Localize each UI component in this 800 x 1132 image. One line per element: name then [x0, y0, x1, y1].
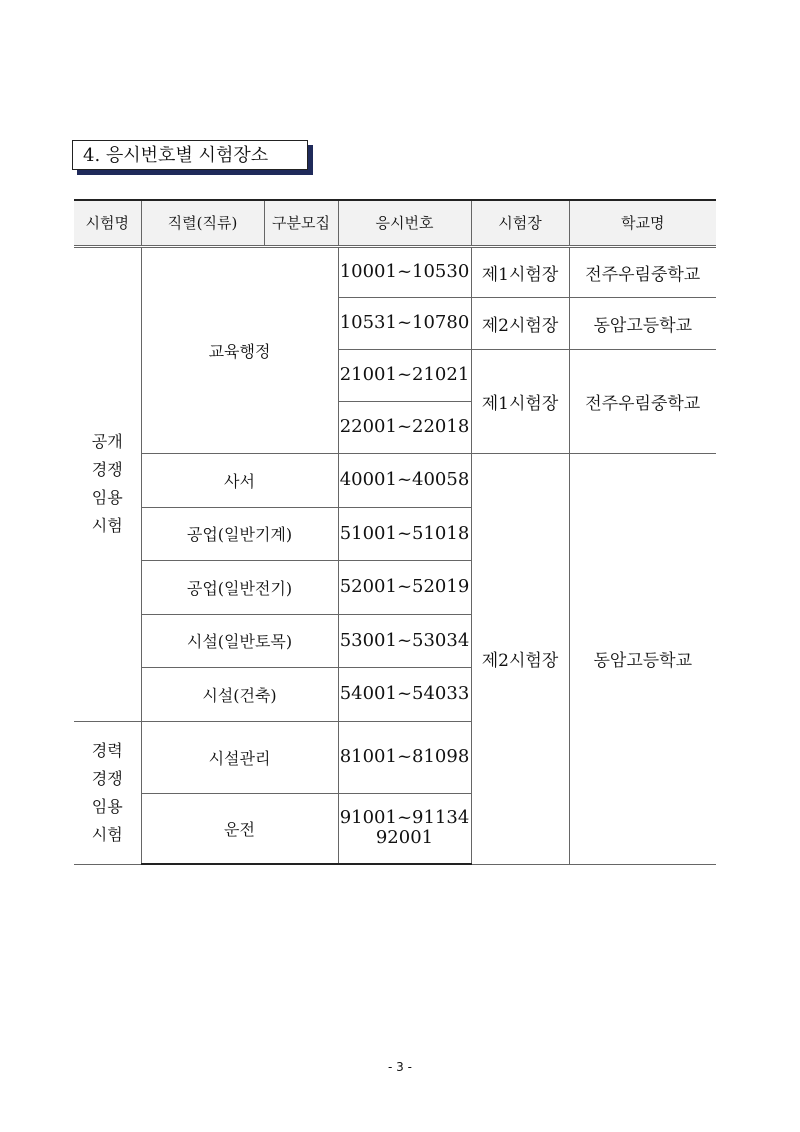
exam-number-cell: 54001~54033	[338, 667, 471, 721]
exam-number-cell: 81001~81098	[338, 721, 471, 793]
job-cell: 시설(일반토목)	[141, 614, 338, 667]
school-cell: 동암고등학교	[569, 453, 716, 864]
job-cell: 사서	[141, 453, 338, 507]
section-title: 4. 응시번호별 시험장소	[72, 140, 308, 170]
category-career-competition: 경력 경쟁 임용 시험	[74, 721, 141, 864]
job-cell: 교육행정	[141, 246, 338, 453]
header-job-series: 직렬(직류)	[141, 200, 264, 246]
exam-number-cell: 10531~10780	[338, 297, 471, 349]
header-school-name: 학교명	[569, 200, 716, 246]
exam-number-cell: 52001~52019	[338, 560, 471, 614]
exam-number-cell: 10001~10530	[338, 246, 471, 297]
job-cell: 운전	[141, 793, 338, 864]
job-cell: 시설(건축)	[141, 667, 338, 721]
job-cell: 공업(일반기계)	[141, 507, 338, 560]
exam-number-cell: 21001~21021	[338, 349, 471, 401]
header-exam-room: 시험장	[471, 200, 569, 246]
table-header-row	[74, 200, 716, 246]
exam-location-table	[74, 199, 716, 865]
exam-number-cell: 53001~53034	[338, 614, 471, 667]
school-cell: 동암고등학교	[569, 297, 716, 349]
school-cell: 전주우림중학교	[569, 349, 716, 453]
category-open-competition: 공개 경쟁 임용 시험	[74, 246, 141, 721]
exam-room-cell: 제2시험장	[471, 453, 569, 864]
exam-number-cell: 51001~51018	[338, 507, 471, 560]
school-cell: 전주우림중학교	[569, 246, 716, 297]
table-row	[74, 453, 716, 507]
header-exam-name: 시험명	[74, 200, 141, 246]
exam-number-cell: 22001~22018	[338, 401, 471, 453]
table-row	[74, 246, 716, 297]
exam-number-cell: 40001~40058	[338, 453, 471, 507]
job-cell: 시설관리	[141, 721, 338, 793]
exam-room-cell: 제1시험장	[471, 246, 569, 297]
exam-room-cell: 제1시험장	[471, 349, 569, 453]
job-cell: 공업(일반전기)	[141, 560, 338, 614]
page-number: - 3 -	[388, 1060, 412, 1074]
header-recruit-type: 구분모집	[264, 200, 338, 246]
header-exam-number: 응시번호	[338, 200, 471, 246]
exam-room-cell: 제2시험장	[471, 297, 569, 349]
exam-number-cell: 91001~91134 92001	[338, 793, 471, 864]
